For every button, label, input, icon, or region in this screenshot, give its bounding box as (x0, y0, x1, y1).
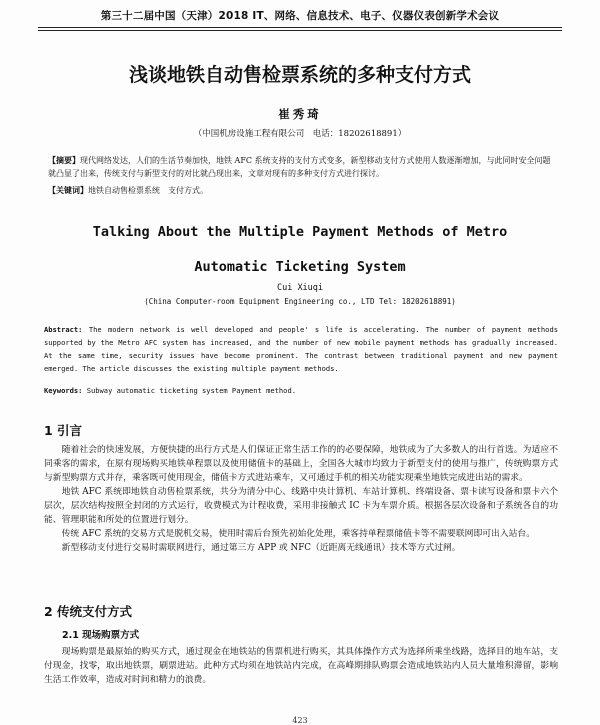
english-abstract (44, 323, 558, 375)
english-author: Cui Xiuqi (276, 283, 324, 293)
chinese-title: 浅谈地铁自动售检票系统的多种支付方式 (128, 64, 471, 86)
section-2-heading: 2 传统支付方式 (44, 604, 133, 619)
english-abstract-label: Abstract: (44, 325, 83, 334)
english-abstract-text: The modern network is well developed and people' s life is accelerating. The number of payment methods supported by the Metro AFC system has increased, and the number of new mobile payment methods has gradually increased. At the same time, security issues have become prominent. The contrast between traditional payment and new payment emerged. The article discusses the existing multiple payment methods. (44, 325, 558, 373)
running-head: 第三十二届中国（天津）2018 IT、网络、信息技术、电子、仪器仪表创新学术会议 (100, 10, 500, 22)
section-2-1-paragraph: 现场购票是最原始的购买方式，通过现金在地铁站的售票机进行购买，其具体操作方式为选择所乘坐线路，选择目的地车站，支付现金，找零，取出地铁票，刷票进站。此种方式均须在地铁站内完成，在高峰期排队购票会造成地铁站内人员大量堆积滞留，影响生活工作效率，造成对时间和精力的浪费。 (44, 647, 558, 685)
chinese-abstract (48, 154, 558, 180)
chinese-author: 崔秀琦 (278, 107, 322, 121)
header-rule-bottom (38, 30, 562, 31)
chinese-keywords-text: 地铁自动售检票系统 支付方式。 (88, 186, 208, 195)
english-title-line-2: Automatic Ticketing System (194, 259, 406, 275)
section-2-1-body (44, 645, 558, 687)
section-2-1-heading: 2.1 现场购票方式 (62, 630, 140, 641)
chinese-affiliation: （中国机房设施工程有限公司 电话：18202618891） (193, 129, 407, 139)
english-title-line-1: Talking About the Multiple Payment Methods of Metro (92, 224, 508, 240)
chinese-abstract-label: 【摘要】 (48, 155, 80, 165)
chinese-keywords-label: 【关键词】 (48, 185, 88, 195)
section-1-body (44, 443, 558, 555)
section-1-heading: 1 引言 (44, 423, 83, 438)
section-1-paragraph: 随着社会的快速发展，方便快捷的出行方式是人们保证正常生活工作的的必要保障，地铁成为了大多数人的出行首选。为适应不同乘客的需求，在原有现场购买地铁单程票以及使用储值卡的基础上，全国各大城市均致力于新型支付的使用与推广，传统购票方式与新型购票方式并存，乘客既可使用现金，储值卡方式进站乘车，又可通过手机的相关功能实现乘坐地铁完成进出站的需求。 (44, 445, 558, 483)
section-1-paragraph: 新型移动支付进行交易时需联网进行，通过第三方 APP 或 NFC（近距离无线通讯）技术等方式过闸。 (61, 543, 461, 553)
english-keywords-label: Keywords: (44, 386, 83, 395)
chinese-keywords (48, 184, 558, 197)
section-1-paragraph: 地铁 AFC 系统即地铁自动售检票系统，共分为清分中心、线路中央计算机、车站计算机、终端设备、票卡读写设备和票卡六个层次，层次结构按照全封闭的方式运行，收费模式为计程收费，采用非接触式 IC 卡为车票介质。根据各层次设备和子系统各自的功能、管理职能和所处的位置进行划分。 (44, 487, 558, 525)
section-1-paragraph: 传统 AFC 系统的交易方式是脱机交易，使用时需后台预先初始化处理，乘客持单程票储值卡等不需要联网即可出入站台。 (61, 529, 536, 539)
english-affiliation: (China Computer-room Equipment Engineering co., LTD Tel: 18202618891) (144, 297, 456, 306)
page-number: 423 (292, 716, 308, 725)
header-rule-top (38, 27, 562, 28)
english-keywords-text: Subway automatic ticketing system Payment method. (86, 386, 296, 395)
chinese-abstract-text: 现代网络发达，人们的生活节奏加快，地铁 AFC 系统支持的支付方式变多，新型移动支付方式使用人数逐渐增加，与此同时安全问题就凸显了出来，传统支付与新型支付的对比就凸现出来，文章对现有的多种支付方式进行探讨。 (48, 156, 551, 178)
english-keywords (44, 386, 558, 395)
